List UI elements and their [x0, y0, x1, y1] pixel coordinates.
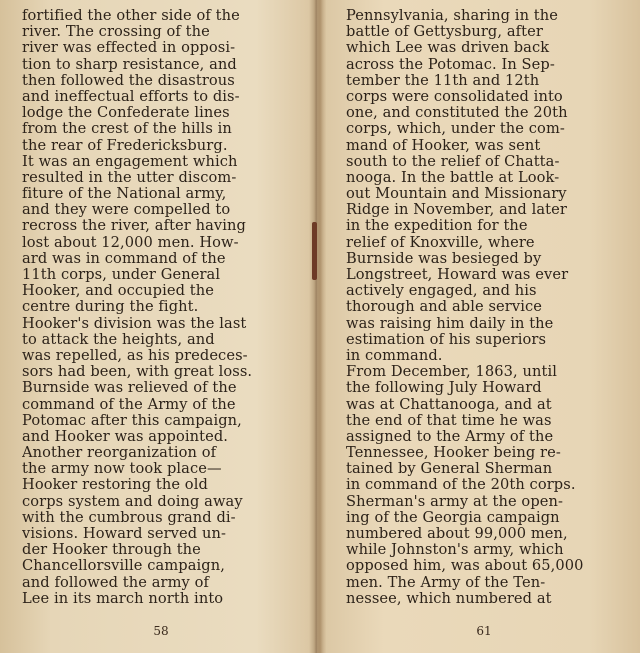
text-line: From December, 1863, until	[346, 364, 557, 381]
text-line: Sherman's army at the open-	[346, 493, 564, 510]
text-line: der Hooker through the	[22, 542, 201, 559]
text-line: Burnside was besieged by	[346, 250, 542, 267]
text-line: corps, which, under the com-	[346, 121, 565, 138]
page-number: 61	[476, 624, 492, 638]
text-line: the army now took place—	[22, 461, 222, 478]
text-line: to attack the heights, and	[22, 331, 215, 348]
text-line: nessee, which numbered at	[346, 590, 552, 607]
text-line: Chancellorsville campaign,	[22, 558, 225, 575]
text-line: and ineffectual efforts to dis-	[22, 88, 240, 105]
text-line: Another reorganization of	[22, 445, 217, 462]
text-line: Tennessee, Hooker being re-	[346, 445, 561, 462]
text-line: and they were compelled to	[22, 202, 231, 219]
text-line: It was an engagement which	[22, 153, 238, 170]
text-line: Longstreet, Howard was ever	[346, 267, 569, 283]
text-line: numbered about 99,000 men,	[346, 526, 568, 542]
text-line: fortified the other side of the	[22, 8, 240, 24]
text-line: in the expedition for the	[346, 218, 528, 235]
page-number: 58	[153, 624, 169, 638]
text-line: Lee in its march north into	[22, 590, 224, 607]
text-line: was at Chattanooga, and at	[346, 396, 552, 413]
text-line: 11th corps, under General	[22, 267, 221, 283]
text-line: opposed him, was about 65,000	[346, 558, 584, 575]
right-page-text	[346, 8, 622, 607]
text-line: Potomac after this campaign,	[22, 412, 242, 429]
text-line: nooga. In the battle at Look-	[346, 169, 560, 186]
text-line: across the Potomac. In Sep-	[346, 56, 555, 73]
text-line: actively engaged, and his	[346, 283, 537, 300]
text-line: one, and constituted the 20th	[346, 105, 568, 122]
book-gutter	[309, 0, 323, 653]
text-line: and followed the army of	[22, 574, 210, 591]
binding-thread	[312, 222, 317, 280]
text-line: sors had been, with great loss.	[22, 364, 253, 381]
text-line: men. The Army of the Ten-	[346, 574, 546, 591]
text-line: the end of that time he was	[346, 412, 552, 429]
right-page	[346, 8, 622, 648]
text-line: Hooker restoring the old	[22, 477, 208, 494]
text-line: was repelled, as his predeces-	[22, 347, 248, 364]
text-line: command of the Army of the	[22, 396, 236, 413]
text-line: was raising him daily in the	[346, 315, 554, 332]
text-line: the following July Howard	[346, 380, 542, 397]
left-page-text	[22, 8, 300, 607]
text-line: Burnside was relieved of the	[22, 380, 237, 397]
text-line: Hooker, and occupied the	[22, 283, 214, 300]
text-line: centre during the fight.	[22, 299, 199, 316]
text-line: resulted in the utter discom-	[22, 169, 237, 186]
text-line: lost about 12,000 men. How-	[22, 234, 239, 251]
text-line: which Lee was driven back	[346, 40, 550, 57]
text-line: south to the relief of Chatta-	[346, 153, 560, 170]
text-line: estimation of his superiors	[346, 331, 547, 348]
text-line: ard was in command of the	[22, 250, 226, 267]
text-line: in command.	[346, 347, 443, 364]
text-line: Hooker's division was the last	[22, 315, 247, 332]
text-line: fiture of the National army,	[22, 186, 227, 203]
text-line: battle of Gettysburg, after	[346, 24, 543, 41]
text-line: the rear of Fredericksburg.	[22, 137, 228, 154]
text-line: out Mountain and Missionary	[346, 186, 567, 203]
text-line: in command of the 20th corps.	[346, 477, 576, 494]
text-line: recross the river, after having	[22, 218, 246, 235]
text-line: with the cumbrous grand di-	[22, 509, 236, 526]
left-page	[22, 8, 300, 648]
text-line: Ridge in November, and later	[346, 202, 567, 219]
text-line: and Hooker was appointed.	[22, 428, 229, 445]
text-line: visions. Howard served un-	[22, 526, 226, 542]
text-line: ing of the Georgia campaign	[346, 509, 560, 526]
text-line: river was effected in opposi-	[22, 40, 236, 57]
text-line: then followed the disastrous	[22, 72, 235, 89]
text-line: while Johnston's army, which	[346, 542, 564, 559]
text-line: tion to sharp resistance, and	[22, 56, 237, 73]
text-line: corps system and doing away	[22, 493, 243, 510]
text-line: from the crest of the hills in	[22, 121, 232, 138]
text-line: thorough and able service	[346, 299, 542, 316]
text-line: tember the 11th and 12th	[346, 72, 540, 89]
text-line: river. The crossing of the	[22, 24, 210, 41]
text-line: relief of Knoxville, where	[346, 234, 535, 251]
text-line: corps were consolidated into	[346, 88, 563, 105]
text-line: Pennsylvania, sharing in the	[346, 8, 559, 24]
text-line: lodge the Confederate lines	[22, 105, 230, 122]
text-line: mand of Hooker, was sent	[346, 137, 541, 154]
text-line: assigned to the Army of the	[346, 428, 554, 445]
text-line: tained by General Sherman	[346, 461, 553, 478]
